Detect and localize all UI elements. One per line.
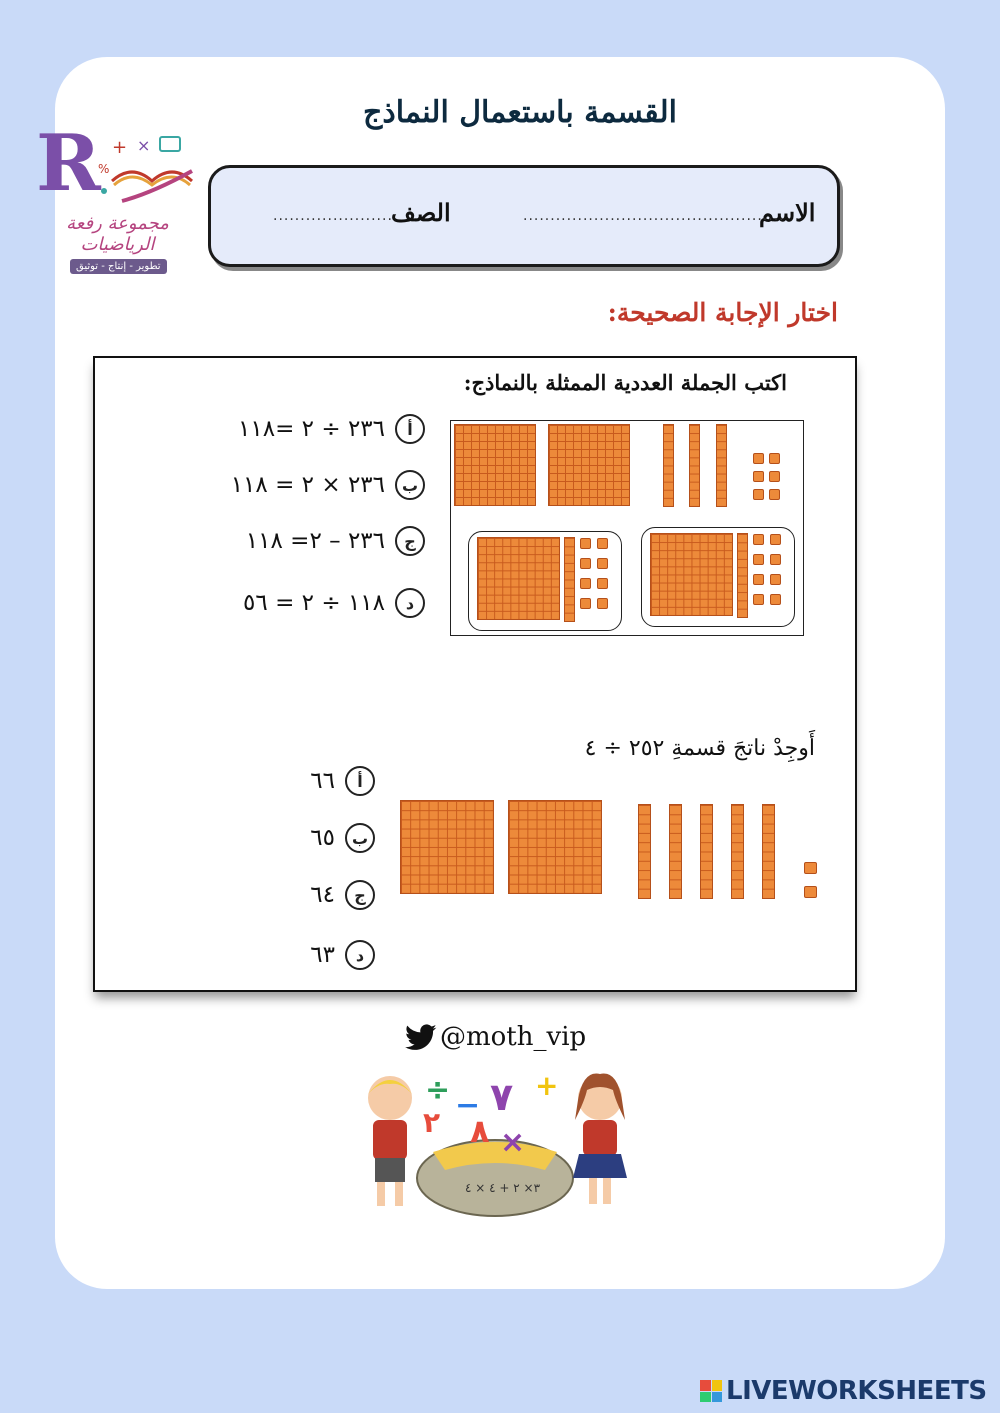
ones-cube — [753, 534, 764, 545]
q1-option-a-text: ٢٣٦ ÷ ٢ =١١٨ — [238, 416, 385, 442]
tens-rod — [700, 804, 713, 899]
page-title: القسمة باستعمال النماذج — [363, 95, 677, 130]
svg-text:٧: ٧ — [490, 1075, 514, 1119]
ones-cube — [597, 558, 608, 569]
svg-text:٨: ٨ — [470, 1112, 490, 1150]
model-group — [641, 527, 795, 627]
q2-option-a[interactable] — [310, 764, 375, 798]
ones-cube — [770, 574, 781, 585]
q1-option-b-letter: ب — [395, 470, 425, 500]
class-label: الصف — [391, 198, 451, 227]
q1-option-b-text: ٢٣٦ × ٢ = ١١٨ — [230, 472, 385, 498]
logo-tagline: تطوير - إنتاج - توثيق — [70, 259, 167, 274]
tens-rod — [716, 424, 727, 507]
svg-text:−: − — [455, 1088, 481, 1123]
svg-text:+: + — [535, 1069, 559, 1102]
q1-base-ten-model — [450, 420, 804, 636]
q2-option-d-text: ٦٣ — [310, 942, 335, 968]
q1-option-a-letter: أ — [395, 414, 425, 444]
instruction: اختار الإجابة الصحيحة: — [607, 298, 838, 327]
hundreds-block — [548, 424, 630, 506]
ones-cube — [804, 886, 817, 898]
hundreds-block — [454, 424, 536, 506]
ones-cube — [769, 489, 780, 500]
ones-cube — [770, 534, 781, 545]
ones-cube — [769, 453, 780, 464]
ones-cube — [769, 471, 780, 482]
q1-option-a[interactable] — [238, 412, 425, 446]
ones-cube — [753, 554, 764, 565]
ones-cube — [753, 453, 764, 464]
svg-text:×: × — [500, 1125, 526, 1160]
name-field[interactable]: ................................................ — [523, 208, 785, 224]
logo — [30, 118, 210, 280]
q2-option-c-letter: ج — [345, 880, 375, 910]
q1-option-b[interactable] — [231, 468, 425, 502]
tens-rod — [689, 424, 700, 507]
twitter-handle[interactable]: @moth_vip — [440, 1022, 587, 1052]
tens-rod — [762, 804, 775, 899]
questions-box — [93, 356, 857, 992]
svg-text:÷: ÷ — [425, 1073, 451, 1108]
ones-cube — [580, 538, 591, 549]
ones-cube — [597, 598, 608, 609]
q2-option-b-text: ٦٥ — [310, 825, 335, 851]
svg-text:%: % — [98, 162, 110, 176]
ones-cube — [753, 594, 764, 605]
q1-option-d[interactable] — [243, 586, 425, 620]
liveworksheets-brand — [700, 1376, 987, 1406]
tens-rod — [731, 804, 744, 899]
q2-option-c[interactable] — [310, 878, 375, 912]
q1-option-d-letter: د — [395, 588, 425, 618]
tens-rod — [638, 804, 651, 899]
logo-letter: R — [36, 118, 101, 209]
q1-prompt: اكتب الجملة العددية الممثلة بالنماذج: — [463, 370, 787, 395]
logo-name: مجموعة رفعة الرياضيات — [66, 213, 169, 255]
kids-math-illustration-icon — [345, 1060, 645, 1220]
twitter-bird-icon — [404, 1024, 438, 1052]
ones-cube — [753, 574, 764, 585]
q1-option-c-text: ٢٣٦ – ٢= ١١٨ — [245, 528, 385, 554]
tens-rod — [669, 804, 682, 899]
svg-text:×: × — [137, 136, 151, 155]
q2-option-a-letter: أ — [345, 766, 375, 796]
ones-cube — [770, 594, 781, 605]
ones-cube — [580, 598, 591, 609]
logo-graphic-icon — [92, 131, 202, 211]
ones-cube — [580, 578, 591, 589]
q1-option-d-text: ١١٨ ÷ ٢ = ٥٦ — [243, 590, 385, 616]
student-info-box — [208, 165, 840, 267]
q2-prompt: أَوجِدْ ناتجَ قسمةِ ٢٥٢ ÷ ٤ — [584, 736, 815, 761]
model-group — [468, 531, 622, 631]
q1-option-c-letter: ج — [395, 526, 425, 556]
hundreds-block — [508, 800, 602, 894]
ones-cube — [753, 489, 764, 500]
liveworksheets-text: LIVEWORKSHEETS — [726, 1376, 987, 1406]
q2-option-c-text: ٦٤ — [310, 882, 335, 908]
name-label: الاسم — [759, 198, 816, 227]
svg-text:+: + — [112, 137, 128, 158]
q1-option-c[interactable] — [246, 524, 425, 558]
q2-option-b-letter: ب — [345, 823, 375, 853]
hundreds-block — [400, 800, 494, 894]
svg-text:٢: ٢ — [423, 1106, 441, 1139]
q2-option-d-letter: د — [345, 940, 375, 970]
q2-option-b[interactable] — [310, 821, 375, 855]
q2-option-a-text: ٦٦ — [310, 768, 335, 794]
class-field[interactable]: ...................... — [273, 208, 393, 224]
ones-cube — [770, 554, 781, 565]
hundreds-block — [650, 533, 733, 616]
ones-cube — [753, 471, 764, 482]
tens-rod — [564, 537, 575, 622]
tens-rod — [737, 533, 748, 618]
liveworksheets-logo-icon — [700, 1380, 722, 1402]
svg-text:٣× ٢ + ٤ × ٤: ٣× ٢ + ٤ × ٤ — [465, 1181, 541, 1195]
ones-cube — [580, 558, 591, 569]
ones-cube — [597, 538, 608, 549]
hundreds-block — [477, 537, 560, 620]
q2-option-d[interactable] — [310, 938, 375, 972]
ones-cube — [804, 862, 817, 874]
tens-rod — [663, 424, 674, 507]
ones-cube — [597, 578, 608, 589]
